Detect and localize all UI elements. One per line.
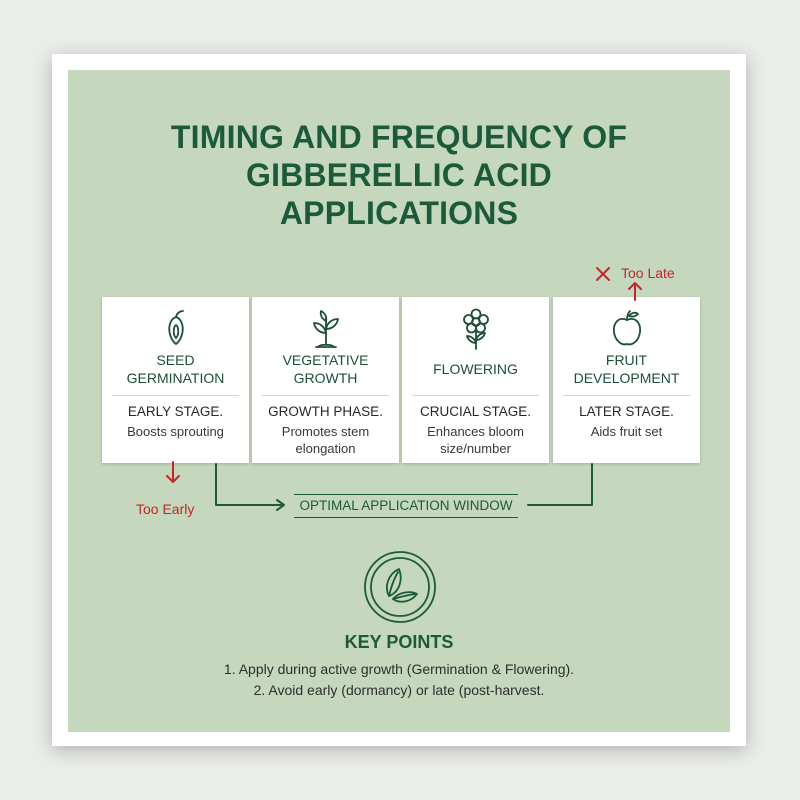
stage-label: EARLY STAGE. (127, 404, 224, 419)
key-point-item: 2. Avoid early (dormancy) or late (post-harvest. (253, 682, 545, 698)
title-line-1: TIMING AND FREQUENCY OF (170, 119, 628, 155)
stage-description: Enhances bloom size/number (427, 424, 524, 456)
stage-description: Promotes stem elongation (281, 424, 370, 456)
stage-description: Boosts sprouting (127, 424, 224, 439)
stage-label: LATER STAGE. (579, 404, 674, 419)
stage-description: Aids fruit set (590, 424, 663, 439)
title-line-3: APPLICATIONS (279, 195, 519, 231)
too-early-label: Too Early (136, 501, 195, 517)
stage-name: FLOWERING (433, 361, 518, 377)
optimal-window-label: OPTIMAL APPLICATION WINDOW (294, 494, 518, 518)
stage-label: CRUCIAL STAGE. (419, 404, 532, 419)
key-point-item: 1. Apply during active growth (Germination & Flowering). (223, 661, 575, 677)
stage-name: VEGETATIVE GROWTH (282, 352, 369, 386)
key-points-title: KEY POINTS (344, 632, 454, 652)
leaf-badge-icon (362, 549, 438, 625)
close-x-icon (597, 268, 609, 280)
title-line-2: GIBBERELLIC ACID (245, 157, 552, 193)
stage-name: FRUIT DEVELOPMENT (573, 352, 680, 386)
stage-name: SEED GERMINATION (126, 352, 225, 386)
stage-label: GROWTH PHASE. (268, 404, 383, 419)
window-start-line (216, 464, 283, 505)
window-end-line (528, 464, 592, 505)
too-late-label: Too Late (621, 265, 675, 281)
